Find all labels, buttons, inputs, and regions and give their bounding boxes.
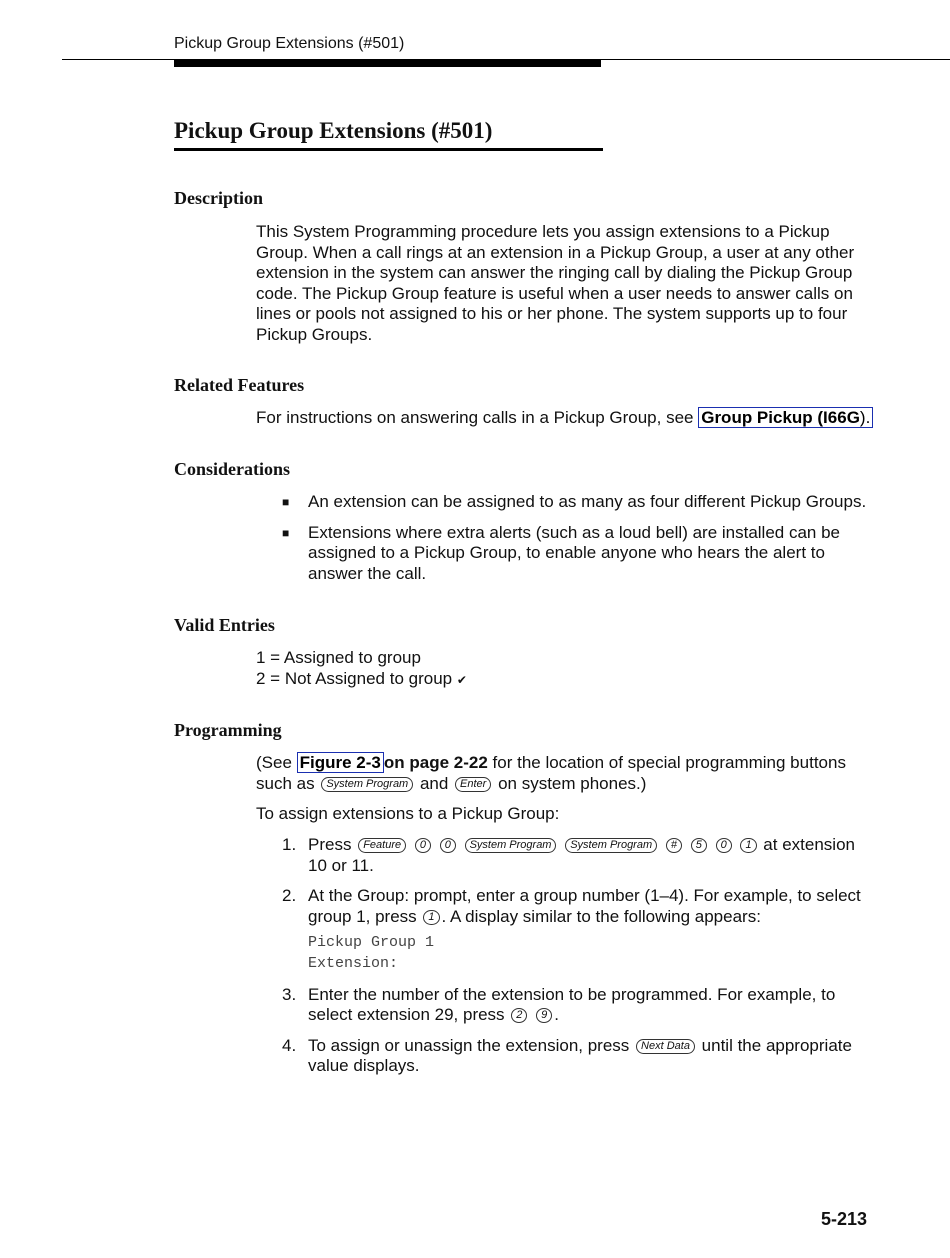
and-text: and [415, 773, 454, 793]
step-number: 3. [282, 984, 297, 1004]
valid-entries-heading: Valid Entries [174, 615, 275, 635]
bullet-icon: ■ [282, 495, 290, 509]
list-item [256, 523, 876, 585]
system-program-key-icon: System Program [465, 838, 557, 853]
see-open: (See [256, 753, 297, 772]
on-page-text: on page 2-22 [383, 753, 488, 772]
list-item [256, 492, 876, 513]
programming-steps [256, 835, 876, 1087]
key-9-icon: 9 [536, 1008, 552, 1023]
key-2-icon: 2 [511, 1008, 527, 1023]
page-title: Pickup Group Extensions (#501) [174, 118, 603, 151]
step-rest: at extension 10 or 11. [308, 835, 855, 875]
list-item [256, 1036, 876, 1077]
feature-key-icon: Feature [358, 838, 406, 853]
step-rest: . [554, 1005, 559, 1025]
key-0-icon: 0 [716, 838, 732, 853]
related-text-before: For instructions on answering calls in a Pickup Group, see [256, 408, 699, 427]
related-features-heading: Related Features [174, 375, 305, 395]
list-item [256, 985, 876, 1026]
step-text: At the Group: prompt, enter a group number (1–4). For example, to select group 1, press [308, 886, 861, 926]
considerations-list [256, 492, 876, 594]
related-features-text [256, 408, 896, 429]
valid-entry-2 [256, 669, 868, 691]
step-rest: until the appropriate value displays. [308, 1035, 852, 1076]
description-text: This System Programming procedure lets you assign extensions to a Pickup Group. When a call rings at an extension in a Pickup Group, a user at any other extension in the system can answer the ringing call by dialing the Pickup Group code. The Pickup Group feature is useful when a user needs to answer calls on lines or pools not assigned to his or her phone. The system supports up to four Pickup Groups. [256, 222, 855, 344]
key-1-icon: 1 [423, 910, 439, 925]
programming-intro: To assign extensions to a Pickup Group: [256, 804, 560, 823]
programming-note [256, 753, 871, 794]
step-text: To assign or unassign the extension, press [308, 1035, 635, 1055]
checkmark-icon: ✔ [456, 673, 467, 687]
step-press: Press [308, 835, 357, 854]
group-pickup-link[interactable] [698, 407, 873, 428]
step-number: 4. [282, 1035, 297, 1055]
description-heading: Description [174, 188, 263, 208]
figure-link[interactable]: Figure 2-3 [297, 752, 384, 773]
see-text: for the location of special programming buttons such as [256, 753, 846, 793]
considerations-heading: Considerations [174, 459, 291, 479]
related-text-after: ). [859, 408, 871, 427]
page-number: 5-213 [821, 1209, 868, 1229]
step-number: 2. [282, 886, 297, 906]
valid-entry-2-text: 2 = Not Assigned to group [256, 669, 453, 688]
step-rest: . A display similar to the following appears: [441, 906, 761, 926]
consideration-text: Extensions where extra alerts (such as a loud bell) are installed can be assigned to a Pickup Group, to enable anyone who hears the alert to answer the call. [308, 522, 841, 583]
key-0-icon: 0 [440, 838, 456, 853]
group-pickup-link-label: Group Pickup (I66G [701, 408, 860, 427]
key-0-icon: 0 [415, 838, 431, 853]
see-close: on system phones.) [493, 773, 647, 793]
consideration-text: An extension can be assigned to as many as four different Pickup Groups. [308, 492, 867, 511]
header-bar [174, 59, 601, 67]
programming-heading: Programming [174, 720, 282, 740]
step-number: 1. [282, 835, 297, 854]
valid-entry-1: 1 = Assigned to group [256, 648, 421, 667]
bullet-icon: ■ [282, 525, 290, 540]
key-1-icon: 1 [740, 838, 756, 853]
system-program-key-icon: System Program [565, 838, 657, 853]
list-item [256, 835, 876, 876]
enter-key-icon: Enter [455, 777, 491, 792]
next-data-key-icon: Next Data [636, 1039, 695, 1054]
running-header: Pickup Group Extensions (#501) [174, 35, 405, 52]
phone-display: Pickup Group 1 Extension: [308, 934, 435, 972]
step-text: Enter the number of the extension to be programmed. For example, to select extension 29, press [308, 984, 836, 1025]
key-hash-icon: # [666, 838, 682, 853]
key-5-icon: 5 [691, 838, 707, 853]
system-program-key-icon: System Program [321, 777, 413, 792]
list-item [256, 886, 876, 974]
